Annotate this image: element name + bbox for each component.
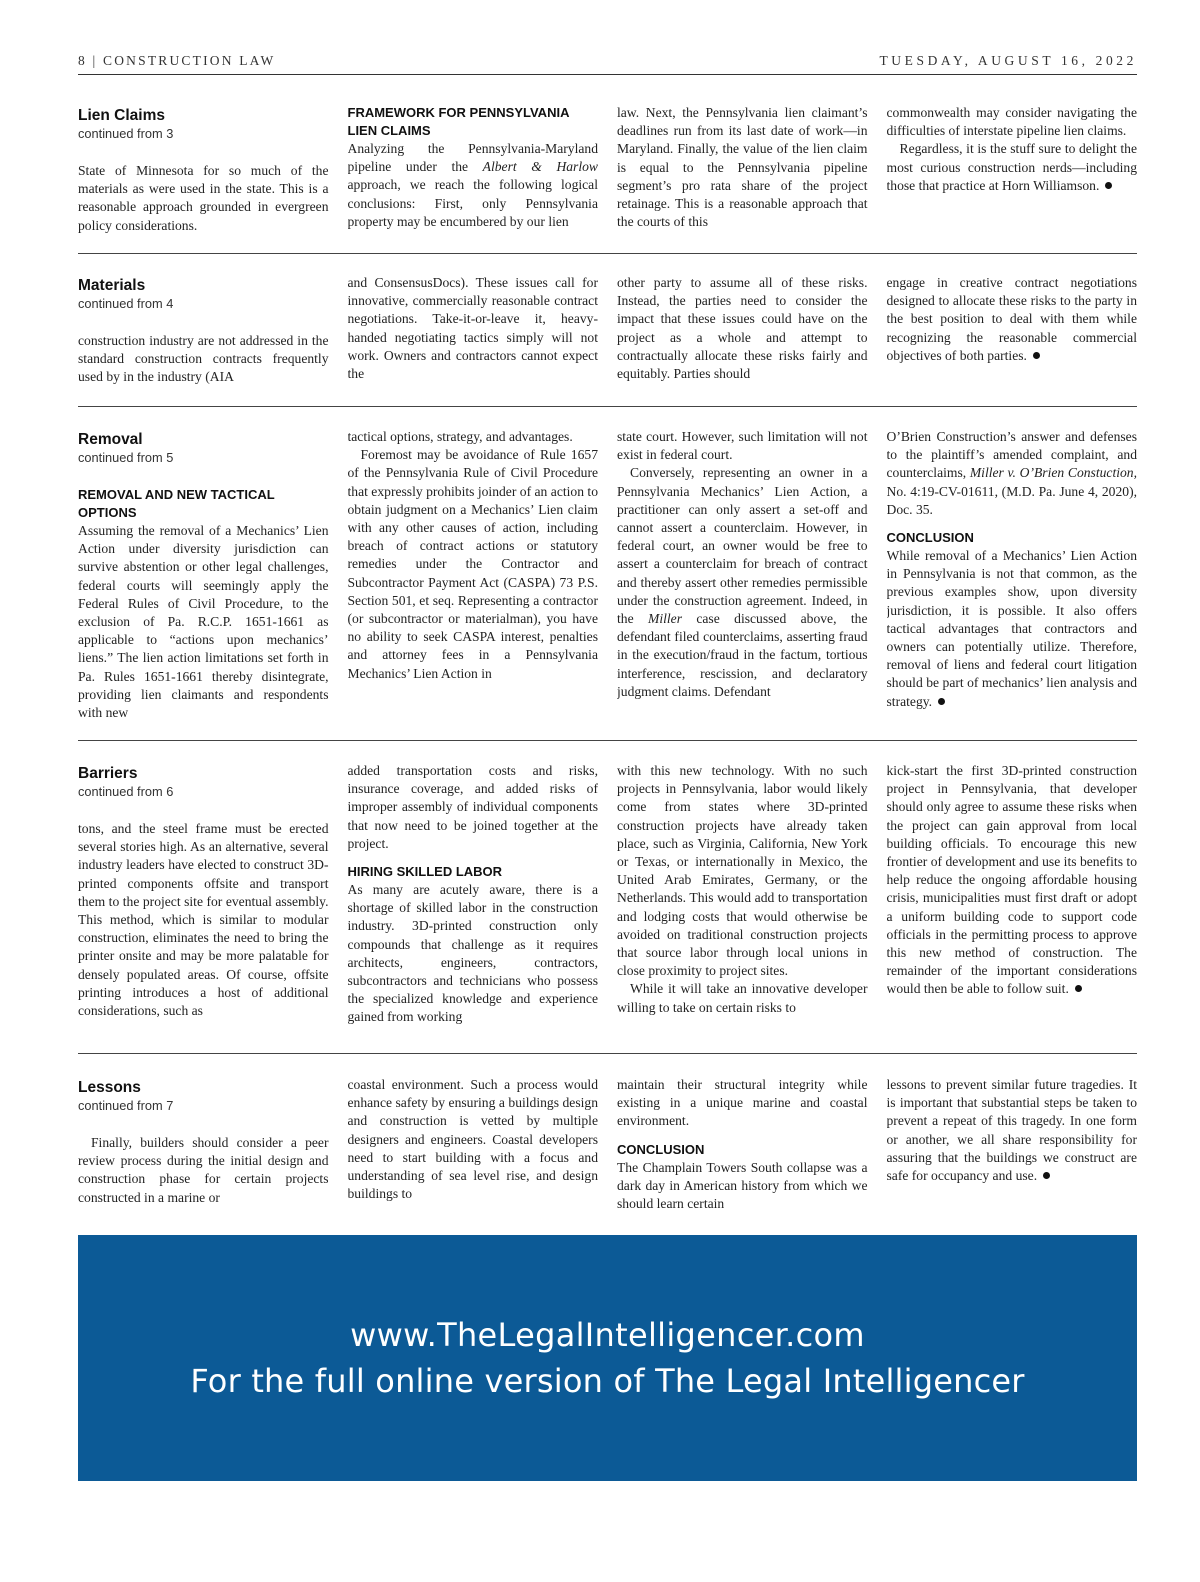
paragraph: other party to assume all of these risks. Instead, the parties need to consider the impact that these issues could have on the project as a whole and attempt to contractually allocate these risks fairly and equitably. Parties should [617,275,868,382]
section-divider [78,406,1137,407]
promo-tagline: For the full online version of The Legal Intelligencer [190,1362,1025,1400]
paragraph: tactical options, strategy, and advantages. [347,429,573,444]
paragraph: Analyzing the Pennsylvania-Maryland pipeline under the Albert & Harlow approach, we reach the following logical conclusions: First, only Pennsylvania property may be encumbered by our lien [347,141,598,229]
paragraph: State of Minnesota for so much of the materials as were used in the state. This is a reasonable approach grounded in evergreen policy considerations. [78,163,329,233]
paragraph: While removal of a Mechanics’ Lien Action in Pennsylvania is not that common, as the previous examples show, upon diversity jurisdiction, it is possible. It also offers tactical advantages that contractors and owners can potentially utilize. Therefore, removal of liens and federal court litigation should be part of mechanics’ lien analysis and strategy. [886,548,1137,709]
paragraph: Assuming the removal of a Mechanics’ Lien Action under diversity jurisdiction can survive abstention or other legal challenges, federal courts will seemingly apply the Federal Rules of Civil Procedure, to the exclusion of Pa. R.C.P. 1651-1661 as applicable to “actions upon mechanics’ liens.” The lien action limitations set forth in Pa. Rules 1651-1661 thereby disintegrate, providing lien claimants and respondents with new [78,523,329,721]
column-3 [617,274,868,386]
paragraph: lessons to prevent similar future tragedies. It is important that substantial steps be taken to prevent a repeat of this tragedy. In one form or another, we all share responsibility for assuring that the buildings we construct are safe for occupancy and use. [886,1077,1137,1184]
barriers-section [78,762,1137,1038]
paragraph: tons, and the steel frame must be erected several stories high. As an alternative, several industry leaders have elected to construct 3D-printed components offsite and transport them to the project site for eventual assembly. This method, which is similar to modular construction, eliminates the need to bring the printer onsite and may be more palatable for densely populated areas. Of course, offsite printing introduces a host of additional considerations, such as [78,821,329,1019]
subheading: CONCLUSION [617,1141,705,1157]
continued-note: continued from 3 [78,126,174,141]
paragraph: commonwealth may consider navigating the difficulties of interstate pipeline lien claims. [886,105,1137,139]
section-title: Lien Claims [78,107,165,124]
continued-note: continued from 7 [78,1098,174,1113]
column-2 [348,1076,599,1216]
column-4 [887,428,1138,722]
section-title: Removal [78,431,143,448]
lessons-section [78,1076,1137,1216]
section-title: Materials [78,277,146,294]
column-3 [617,428,868,722]
column-3 [617,104,868,234]
paragraph: added transportation costs and risks, insurance coverage, and added risks of improper assembly of individual components that now need to be joined together at the project. [347,763,598,851]
subheading: FRAMEWORK FOR PENNSYLVANIA LIEN CLAIMS [347,105,569,138]
paragraph: The Champlain Towers South collapse was a dark day in American history from which we should learn certain [617,1159,868,1212]
paragraph: Regardless, it is the stuff sure to delight the most curious construction nerds—including those that practice at Horn Williamson. [886,141,1137,193]
column-1 [78,428,329,722]
continued-note: continued from 4 [78,296,174,311]
case-citation: Miller v. O’Brien Constuction, [969,465,1137,481]
paragraph: O’Brien Construction’s answer and defenses to the plaintiff’s amended complaint, and counterclaims, Miller v. O’Brien Constuction, No. 4:19-CV-01611, (M.D. Pa. June 4, 2020), Doc. 35. [886,429,1137,517]
materials-section [78,274,1137,386]
column-2 [348,104,599,234]
column-4 [887,762,1138,1038]
page-number-section: 8 | CONSTRUCTION LAW [78,53,276,68]
column-1 [78,1076,329,1216]
lien-claims-section [78,104,1137,234]
end-mark-icon [938,698,945,705]
website-promo-banner[interactable] [78,1235,1137,1481]
paragraph: law. Next, the Pennsylvania lien claimant’s deadlines run from its last date of work—in Maryland. Finally, the value of the lien claim is equal to the Pennsylvania pipeline segment’s pro rata share of the project retainage. This is a reasonable approach that the courts of this [617,105,868,230]
paragraph: kick-start the first 3D-printed construction project in Pennsylvania, that developer should only agree to assume these risks when the project can gain approval from local building officials. To encourage this new frontier of development and use its benefits to help reduce the ongoing affordable housing crisis, municipalities must first draft or adopt a uniform building code to support code officials in the permitting process to approve this new method of construction. The remainder of the important considerations would then be able to follow suit. [886,763,1137,997]
subheading: REMOVAL AND NEW TACTICAL OPTIONS [78,487,275,520]
column-2 [348,428,599,722]
case-name: Albert & Harlow [482,159,598,175]
removal-section [78,428,1137,722]
paragraph: As many are acutely aware, there is a shortage of skilled labor in the construction industry. 3D-printed construction only compounds that challenge as it requires architects, engineers, contractors, subcontractors and technicians who possess the specialized knowledge and experience gained from working [347,882,598,1025]
subheading: HIRING SKILLED LABOR [347,864,503,880]
paragraph: Foremost may be avoidance of Rule 1657 of the Pennsylvania Rule of Civil Procedure that expressly prohibits joinder of an action to obtain judgment on a Mechanics’ Lien claim with any other causes of action, including breach of contract actions or statutory remedies under the Contractor and Subcontractor Payment Act (CASPA) 73 P.S. Section 501, et seq. Representing a contractor (or subcontractor or materialman), you have no ability to seek CASPA interest, penalties and attorney fees in a Pennsylvania Mechanics’ Lien Action in [347,447,598,681]
paragraph: and ConsensusDocs). These issues call for innovative, commercially reasonable contract negotiations. Take-it-or-leave it, heavy-handed negotiating tactics simply will not work. Owners and contractors cannot expect the [347,275,598,382]
section-title: Barriers [78,765,138,782]
case-name: Miller [648,611,682,627]
continued-note: continued from 5 [78,450,174,465]
paragraph: construction industry are not addressed in the standard construction contracts frequently used by in the industry (AIA [78,333,329,385]
subheading: CONCLUSION [886,530,974,546]
paragraph: Finally, builders should consider a peer review process during the initial design and construction phase for certain projects constructed in a marine or [78,1135,329,1205]
column-4 [887,274,1138,386]
section-divider [78,1053,1137,1054]
column-1 [78,104,329,234]
end-mark-icon [1033,352,1040,359]
column-3 [617,762,868,1038]
paragraph: Conversely, representing an owner in a Pennsylvania Mechanics’ Lien Action, a practitioner can only assert a set-off and cannot assert a counterclaim. However, in federal court, an owner would be free to assert a counterclaim for breach of contract and thereby assert other remedies permissible under the construction agreement. Indeed, in the Miller case discussed above, the defendant filed counterclaims, asserting fraud in the execution/fraud in the factum, tortious interference, rescission, and declaratory judgment claims. Defendant [617,465,868,699]
column-4 [887,1076,1138,1216]
column-2 [348,274,599,386]
paragraph: maintain their structural integrity while existing in a unique marine and coastal environment. [617,1077,868,1129]
end-mark-icon [1075,985,1082,992]
paragraph: engage in creative contract negotiations designed to allocate these risks to the party in the best position to deal with them while recognizing the reasonable commercial objectives of both parties. [886,275,1137,363]
section-title: Lessons [78,1079,141,1096]
end-mark-icon [1043,1172,1050,1179]
website-url[interactable]: www.TheLegalIntelligencer.com [350,1316,865,1354]
continued-note: continued from 6 [78,784,174,799]
paragraph: state court. However, such limitation will not exist in federal court. [617,429,868,463]
column-1 [78,762,329,1038]
column-1 [78,274,329,386]
page-header [78,52,1137,75]
end-mark-icon [1105,182,1112,189]
section-divider [78,740,1137,741]
paragraph: with this new technology. With no such projects in Pennsylvania, labor would likely come from states where 3D-printed construction projects have already taken place, such as Virginia, California, New York or Texas, or internationally in Mexico, the United Arab Emirates, Germany, or the Netherlands. This would add to transportation and lodging costs that would otherwise be avoided on traditional construction projects that source labor through local unions in close proximity to project sites. [617,763,868,979]
column-3 [617,1076,868,1216]
section-divider [78,253,1137,254]
issue-date: TUESDAY, AUGUST 16, 2022 [879,53,1137,68]
column-2 [348,762,599,1038]
paragraph: While it will take an innovative developer willing to take on certain risks to [617,981,868,1015]
paragraph: coastal environment. Such a process would enhance safety by ensuring a buildings design and construction is vetted by multiple designers and engineers. Coastal developers need to start building with a focus and understanding of sea level rise, and design buildings to [347,1077,598,1202]
column-4 [887,104,1138,234]
